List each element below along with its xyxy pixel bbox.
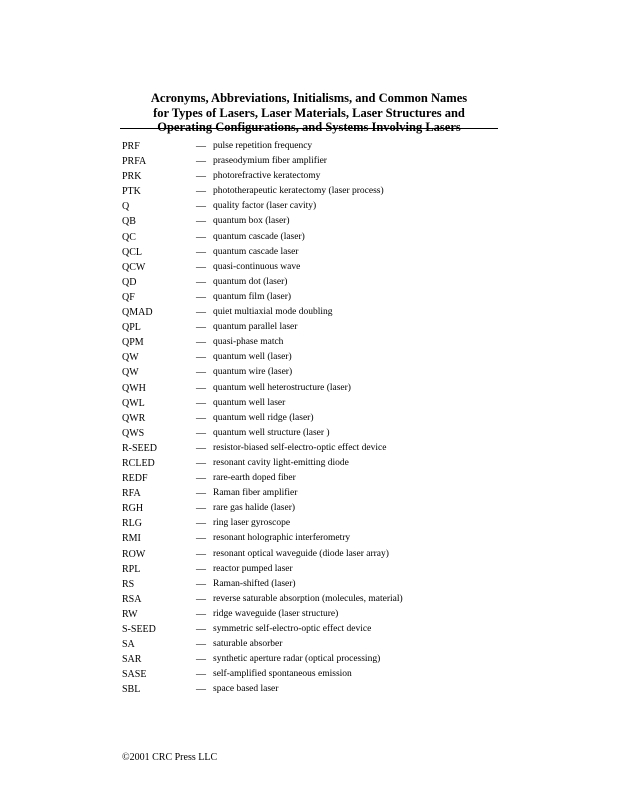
glossary-entry <box>122 667 542 682</box>
glossary-entry <box>122 230 542 245</box>
entry-dash: — <box>196 593 206 605</box>
entry-definition: quasi-continuous wave <box>213 261 301 272</box>
glossary-entry <box>122 245 542 260</box>
glossary-entry <box>122 486 542 501</box>
entry-definition: praseodymium fiber amplifier <box>213 156 327 167</box>
entry-definition: saturable absorber <box>213 639 283 650</box>
entry-dash: — <box>196 548 206 560</box>
entry-abbreviation: QC <box>122 231 136 243</box>
title-line: for Types of Lasers, Laser Materials, Laser Structures and <box>153 105 465 120</box>
entry-abbreviation: QPL <box>122 322 141 334</box>
entry-abbreviation: SA <box>122 639 135 651</box>
entry-dash: — <box>196 367 206 379</box>
glossary-entry <box>122 169 542 184</box>
entry-abbreviation: RGH <box>122 503 144 515</box>
glossary-entry <box>122 350 542 365</box>
entry-dash: — <box>196 276 206 288</box>
entry-dash: — <box>196 533 206 545</box>
entry-dash: — <box>196 352 206 364</box>
entry-dash: — <box>196 291 206 303</box>
glossary-entry <box>122 139 542 154</box>
entry-abbreviation: SASE <box>122 669 147 681</box>
entry-dash: — <box>196 231 206 243</box>
entry-abbreviation: RW <box>122 608 138 620</box>
entry-definition: quantum film (laser) <box>213 291 292 302</box>
glossary-entry <box>122 441 542 456</box>
glossary-entry <box>122 365 542 380</box>
glossary-entry <box>122 471 542 486</box>
entry-definition: resonant holographic interferometry <box>213 533 351 544</box>
entry-dash: — <box>196 442 206 454</box>
entry-definition: quantum cascade laser <box>213 246 299 257</box>
entry-abbreviation: QB <box>122 216 136 228</box>
entry-definition: symmetric self-electro-optic effect device <box>213 624 372 634</box>
entry-definition: rare gas halide (laser) <box>213 503 296 514</box>
entry-dash: — <box>196 518 206 530</box>
glossary-entry <box>122 199 542 214</box>
glossary-entry <box>122 547 542 562</box>
entry-dash: — <box>196 382 206 394</box>
entry-dash: — <box>196 397 206 409</box>
glossary-entry <box>122 682 542 697</box>
entry-dash: — <box>196 322 206 334</box>
entry-dash: — <box>196 669 206 681</box>
entry-dash: — <box>196 427 206 439</box>
entry-abbreviation: RSA <box>122 593 142 605</box>
entry-abbreviation: QMAD <box>122 307 153 319</box>
entry-dash: — <box>196 337 206 349</box>
entry-abbreviation: RS <box>122 578 135 590</box>
glossary-entry <box>122 290 542 305</box>
entry-definition: pulse repetition frequency <box>213 141 313 151</box>
entry-dash: — <box>196 608 206 620</box>
entry-abbreviation: R-SEED <box>122 442 157 454</box>
entry-definition: quantum dot (laser) <box>213 276 288 287</box>
entry-dash: — <box>196 186 206 198</box>
entry-abbreviation: RFA <box>122 488 141 500</box>
glossary-entry <box>122 335 542 350</box>
copyright-footer: ©2001 CRC Press LLC <box>122 752 218 763</box>
entry-definition: ring laser gyroscope <box>213 518 291 529</box>
glossary-entry <box>122 260 542 275</box>
entry-abbreviation: RMI <box>122 533 141 545</box>
entry-abbreviation: PRK <box>122 171 142 183</box>
entry-definition: Raman-shifted (laser) <box>213 578 296 589</box>
entry-definition: photorefractive keratectomy <box>213 171 321 182</box>
entry-definition: quality factor (laser cavity) <box>213 201 317 212</box>
entry-abbreviation: RLG <box>122 518 142 530</box>
entry-definition: quantum well laser <box>213 397 286 408</box>
entry-dash: — <box>196 412 206 424</box>
entry-dash: — <box>196 141 206 152</box>
entry-abbreviation: ROW <box>122 548 146 560</box>
entry-dash: — <box>196 457 206 469</box>
glossary-entry <box>122 275 542 290</box>
entry-definition: quantum well (laser) <box>213 352 292 363</box>
glossary-entry <box>122 562 542 577</box>
entry-definition: resistor-biased self-electro-optic effect device <box>213 442 387 453</box>
entry-definition: synthetic aperture radar (optical processing) <box>213 654 381 665</box>
glossary-entry <box>122 577 542 592</box>
entry-definition: quantum well structure (laser ) <box>213 427 330 438</box>
title-line: Acronyms, Abbreviations, Initialisms, and Common Names <box>150 91 468 105</box>
glossary-entry <box>122 516 542 531</box>
entry-definition: quantum cascade (laser) <box>213 231 305 242</box>
glossary-entry <box>122 501 542 516</box>
glossary-entry <box>122 652 542 667</box>
entry-dash: — <box>196 578 206 590</box>
entry-abbreviation: SBL <box>122 684 141 696</box>
entry-dash: — <box>196 654 206 666</box>
entry-abbreviation: QCL <box>122 246 142 258</box>
entry-abbreviation: QW <box>122 352 139 364</box>
glossary-entry <box>122 622 542 637</box>
glossary-entry <box>122 154 542 169</box>
entry-abbreviation: PRF <box>122 141 140 152</box>
entry-definition: quantum wire (laser) <box>213 367 293 378</box>
entry-dash: — <box>196 639 206 651</box>
glossary-entry <box>122 320 542 335</box>
entry-definition: space based laser <box>213 684 279 695</box>
entry-definition: self-amplified spontaneous emission <box>213 669 352 680</box>
entry-dash: — <box>196 201 206 213</box>
entry-dash: — <box>196 488 206 500</box>
entry-definition: resonant cavity light-emitting diode <box>213 457 349 468</box>
entry-abbreviation: QW <box>122 367 139 379</box>
glossary-entry <box>122 305 542 320</box>
glossary-entry <box>122 396 542 411</box>
entry-definition: quasi-phase match <box>213 337 284 348</box>
entry-abbreviation: QWR <box>122 412 146 424</box>
title-rule <box>120 128 498 129</box>
entry-abbreviation: QPM <box>122 337 144 349</box>
glossary-entry <box>122 592 542 607</box>
glossary-entry <box>122 411 542 426</box>
title-line: Operating Configurations, and Systems Involving Lasers <box>157 120 461 134</box>
entry-dash: — <box>196 307 206 319</box>
entry-definition: quantum parallel laser <box>213 322 298 333</box>
entry-definition: quantum well ridge (laser) <box>213 412 314 423</box>
entry-abbreviation: RPL <box>122 563 141 575</box>
entry-dash: — <box>196 684 206 696</box>
glossary-list <box>122 139 542 697</box>
entry-dash: — <box>196 156 206 168</box>
entry-dash: — <box>196 171 206 183</box>
entry-abbreviation: QD <box>122 276 137 288</box>
glossary-entry <box>122 381 542 396</box>
entry-dash: — <box>196 503 206 515</box>
entry-definition: Raman fiber amplifier <box>213 488 298 499</box>
glossary-entry <box>122 456 542 471</box>
entry-definition: ridge waveguide (laser structure) <box>213 608 339 619</box>
glossary-entry <box>122 607 542 622</box>
entry-dash: — <box>196 216 206 228</box>
glossary-entry <box>122 214 542 229</box>
entry-dash: — <box>196 624 206 635</box>
entry-definition: quiet multiaxial mode doubling <box>213 307 333 318</box>
entry-abbreviation: PRFA <box>122 156 147 168</box>
entry-abbreviation: QWL <box>122 397 145 409</box>
entry-abbreviation: QWS <box>122 427 145 439</box>
entry-abbreviation: S-SEED <box>122 624 156 635</box>
entry-abbreviation: Q <box>122 201 130 213</box>
entry-definition: phototherapeutic keratectomy (laser process) <box>213 186 384 197</box>
entry-definition: reactor pumped laser <box>213 563 293 574</box>
entry-abbreviation: RCLED <box>122 457 155 469</box>
entry-definition: reverse saturable absorption (molecules, material) <box>213 593 403 604</box>
entry-abbreviation: QWH <box>122 382 146 394</box>
entry-abbreviation: SAR <box>122 654 142 666</box>
glossary-entry <box>122 184 542 199</box>
entry-abbreviation: PTK <box>122 186 141 198</box>
entry-abbreviation: REDF <box>122 473 148 485</box>
entry-dash: — <box>196 563 206 575</box>
entry-dash: — <box>196 246 206 258</box>
glossary-entry <box>122 637 542 652</box>
glossary-entry <box>122 531 542 546</box>
entry-definition: rare-earth doped fiber <box>213 473 296 484</box>
entry-definition: resonant optical waveguide (diode laser array) <box>213 548 389 559</box>
entry-definition: quantum well heterostructure (laser) <box>213 382 351 393</box>
entry-dash: — <box>196 261 206 273</box>
entry-definition: quantum box (laser) <box>213 216 290 227</box>
entry-dash: — <box>196 473 206 485</box>
glossary-entry <box>122 426 542 441</box>
entry-abbreviation: QCW <box>122 261 146 273</box>
entry-abbreviation: QF <box>122 291 135 303</box>
